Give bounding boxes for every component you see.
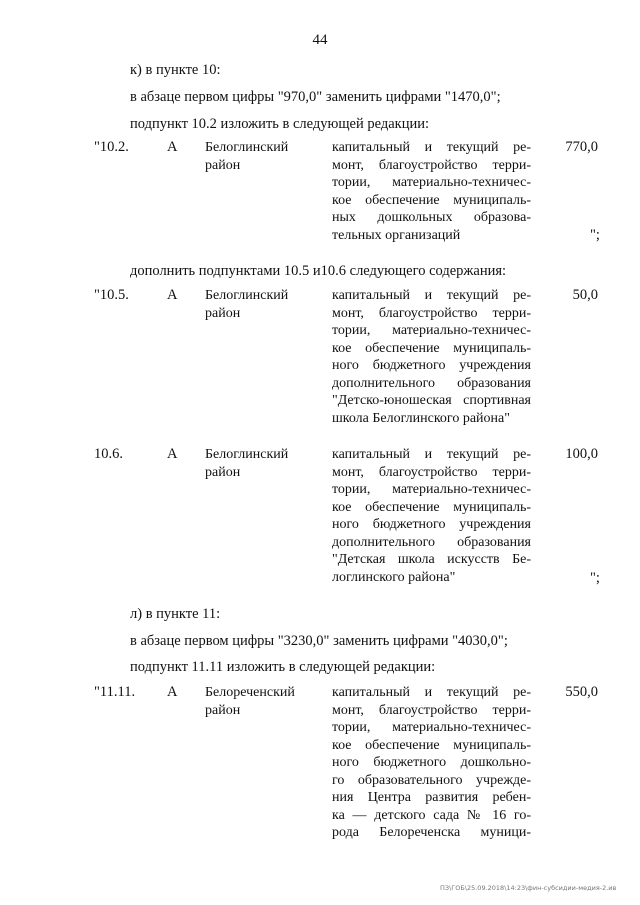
description-line: ния Центра развития ребен- (332, 790, 531, 805)
description-line: ных дошкольных образова- (332, 210, 531, 225)
row-district (205, 446, 315, 481)
description-line: тории, материально-техничес- (332, 323, 531, 338)
description-line: тории, материально-техничес- (332, 482, 531, 497)
row-district (205, 139, 315, 174)
row-letter: А (167, 139, 178, 155)
district-line: Белореченский (205, 685, 295, 700)
row-number: "11.11. (94, 684, 136, 700)
row-amount: 100,0 (565, 446, 598, 462)
description-line: "Детская школа искусств Бе- (332, 552, 531, 567)
description-line: кое обеспечение муниципаль- (332, 340, 531, 356)
description-line: дополнительного образования (332, 534, 531, 550)
row-description (332, 446, 531, 586)
district-line: район (205, 464, 241, 480)
closing-quote: "; (590, 570, 600, 586)
description-line: ка — детского сада № 16 го- (332, 807, 531, 823)
description-line: дополнительного образования (332, 375, 531, 391)
description-line: монт, благоустройство терри- (332, 157, 531, 173)
row-description (332, 684, 531, 842)
row-description (332, 287, 531, 427)
page-number: 44 (312, 32, 328, 48)
paragraph-replace-figures-10: в абзаце первом цифры "970,0" заменить цифрами "1470,0"; (130, 89, 501, 105)
row-number: 10.6. (94, 446, 123, 462)
description-line: монт, благоустройство терри- (332, 702, 531, 718)
file-path-footer: ПЗ\ГОБ\25.09.2018\14:23\фин-субсидии-медия-2.ив (440, 884, 617, 892)
description-line: тории, материально-техничес- (332, 175, 531, 190)
description-line: "Детско-юношеская спортивная (332, 393, 531, 408)
description-line: тории, материально-техничес- (332, 720, 531, 735)
row-district (205, 684, 315, 719)
paragraph-add-subitems-10-5-10-6: дополнить подпунктами 10.5 и10.6 следующего содержания: (130, 263, 507, 279)
description-line: кое обеспечение муниципаль- (332, 192, 531, 208)
row-number: "10.5. (94, 287, 129, 303)
district-line: Белоглинский (205, 288, 289, 303)
row-amount: 770,0 (565, 139, 598, 155)
district-line: район (205, 702, 241, 718)
description-line: капитальный и текущий ре- (332, 140, 531, 155)
description-line: кое обеспечение муниципаль- (332, 737, 531, 753)
district-line: Белоглинский (205, 447, 289, 462)
description-line: школа Белоглинского района" (332, 410, 510, 426)
row-amount: 550,0 (565, 684, 598, 700)
row-letter: А (167, 446, 178, 462)
description-line: капитальный и текущий ре- (332, 447, 531, 462)
paragraph-subitem-10-2-intro: подпункт 10.2 изложить в следующей редакции: (130, 116, 430, 132)
paragraph-item-l: л) в пункте 11: (130, 606, 221, 622)
district-line: район (205, 157, 241, 173)
district-line: район (205, 305, 241, 321)
row-amount: 50,0 (572, 287, 598, 303)
description-line: ного бюджетного учреждения (332, 517, 531, 532)
description-line: рода Белореченска муници- (332, 825, 531, 840)
paragraph-item-k: к) в пункте 10: (130, 62, 221, 78)
description-line: кое обеспечение муниципаль- (332, 499, 531, 515)
paragraph-subitem-11-11-intro: подпункт 11.11 изложить в следующей редакции: (130, 659, 436, 675)
description-line: капитальный и текущий ре- (332, 685, 531, 700)
description-line: логлинского района" (332, 569, 456, 585)
description-line: монт, благоустройство терри- (332, 464, 531, 480)
description-line: го образовательного учрежде- (332, 772, 531, 788)
row-letter: А (167, 287, 178, 303)
description-line: тельных организаций (332, 227, 461, 243)
closing-quote: "; (590, 227, 600, 243)
description-line: ного бюджетного учреждения (332, 358, 531, 373)
row-district (205, 287, 315, 322)
description-line: капитальный и текущий ре- (332, 288, 531, 303)
description-line: ного бюджетного дошкольно- (332, 755, 531, 770)
row-letter: А (167, 684, 178, 700)
description-line: монт, благоустройство терри- (332, 305, 531, 321)
row-description (332, 139, 531, 244)
paragraph-replace-figures-11: в абзаце первом цифры "3230,0" заменить цифрами "4030,0"; (130, 633, 508, 649)
row-number: "10.2. (94, 139, 129, 155)
district-line: Белоглинский (205, 140, 289, 155)
